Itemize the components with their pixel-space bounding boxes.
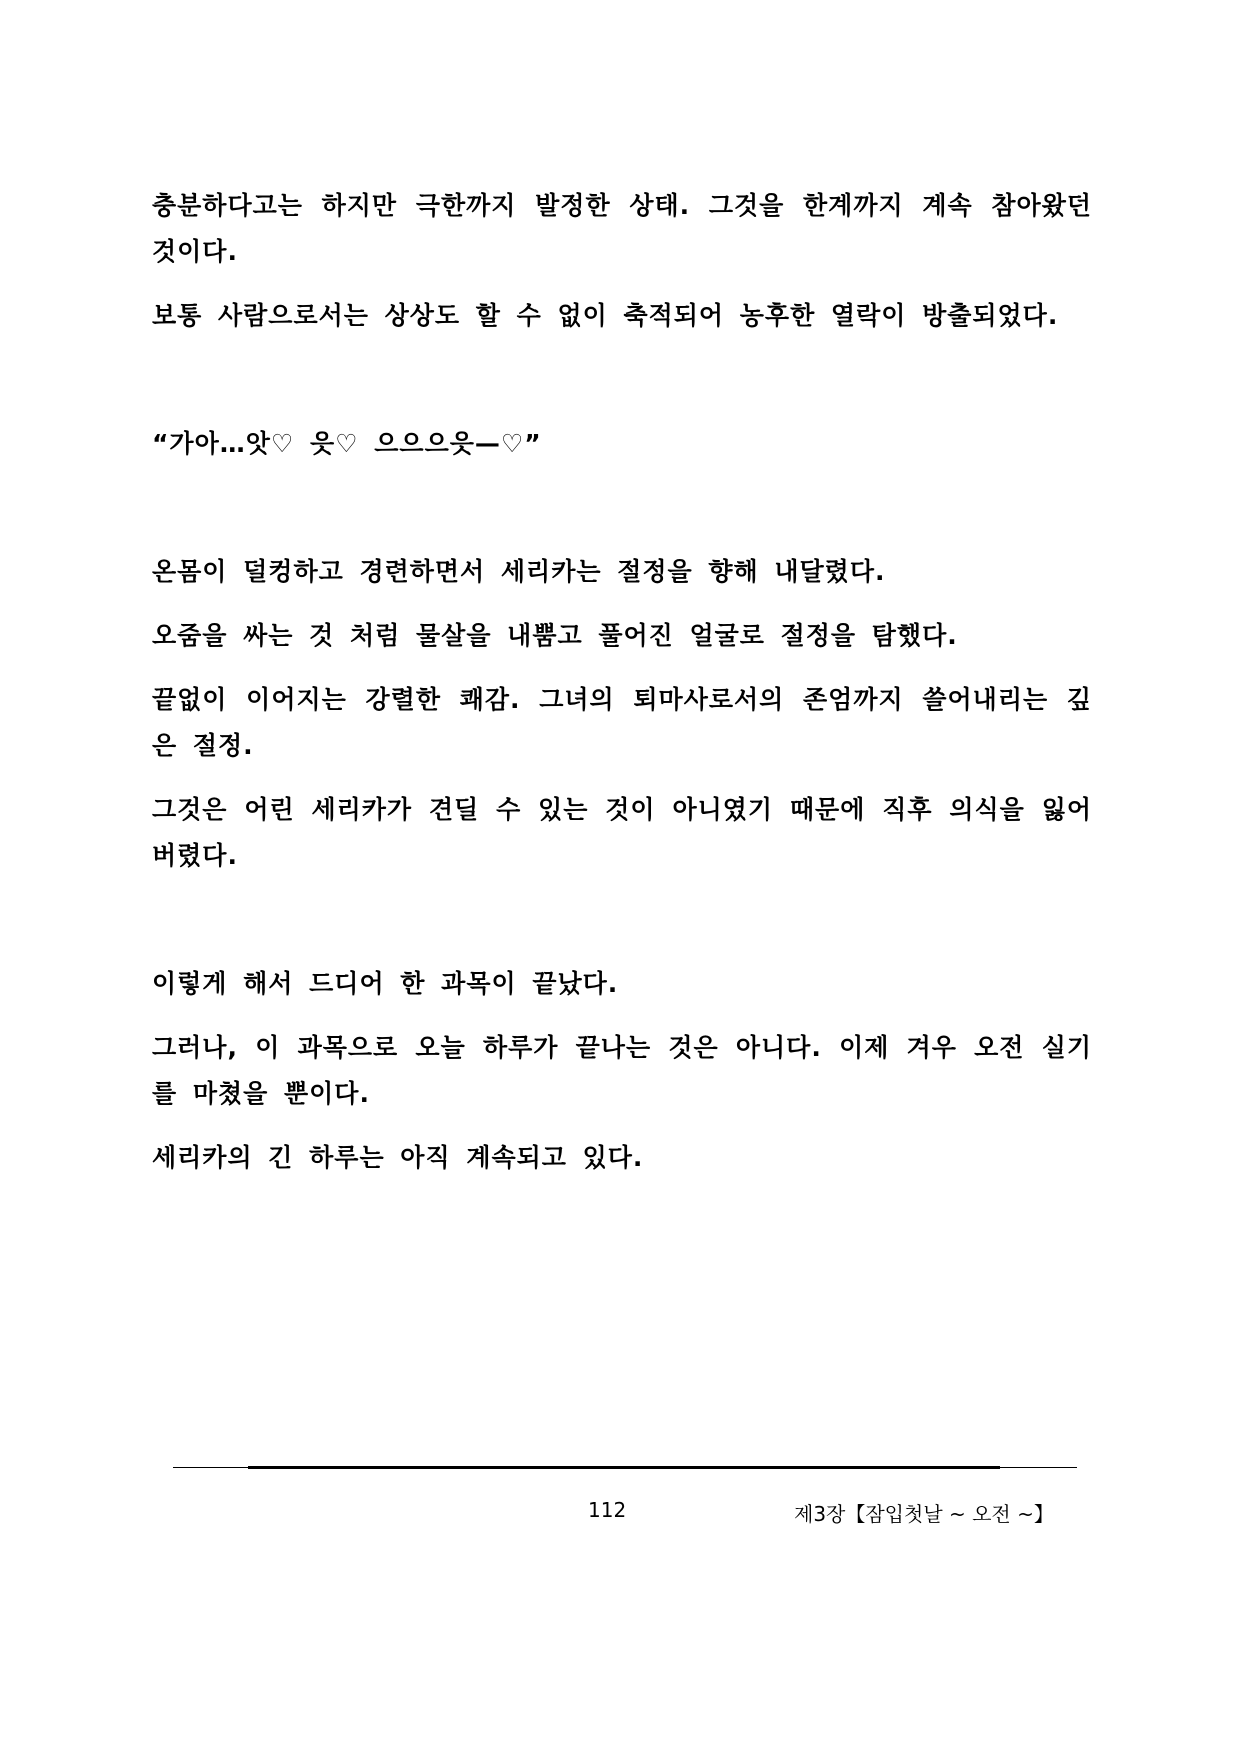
paragraph: 오줌을 싸는 것 처럼 물살을 내뿜고 풀어진 얼굴로 절정을 탐했다. [152, 621, 958, 650]
paragraph: 온몸이 덜컹하고 경련하면서 세리카는 절정을 향해 내달렸다. [152, 557, 886, 586]
body-text [152, 183, 1092, 1199]
paragraph-gap [152, 357, 1092, 421]
page-number: 112 [588, 1498, 627, 1522]
paragraph: 세리카의 긴 하루는 아직 계속되고 있다. [152, 1143, 644, 1172]
dialogue-line: “가아…앗♡ 읏♡ 으으으읏—♡” [152, 429, 542, 458]
paragraph: 보통 사람으로서는 상상도 할 수 없이 축적되어 농후한 열락이 방출되었다. [152, 301, 1059, 330]
paragraph-gap [152, 897, 1092, 961]
paragraph: 끝없이 이어지는 강렬한 쾌감. 그녀의 퇴마사로서의 존엄까지 쓸어내리는 깊은 절정. [152, 685, 1092, 760]
paragraph: 그러나, 이 과목으로 오늘 하루가 끝나는 것은 아니다. 이제 겨우 오전 실기를 마쳤을 뿐이다. [152, 1033, 1092, 1108]
paragraph: 그것은 어린 세리카가 견딜 수 있는 것이 아니였기 때문에 직후 의식을 잃어버렸다. [152, 795, 1092, 870]
footer-rule-accent [248, 1466, 1000, 1469]
paragraph: 충분하다고는 하지만 극한까지 발정한 상태. 그것을 한계까지 계속 참아왔던 것이다. [152, 191, 1092, 266]
running-chapter-title: 제3장【잠입첫날 ~ 오전 ~】 [794, 1502, 1054, 1526]
paragraph: 이렇게 해서 드디어 한 과목이 끝났다. [152, 969, 619, 998]
paragraph-gap [152, 485, 1092, 549]
